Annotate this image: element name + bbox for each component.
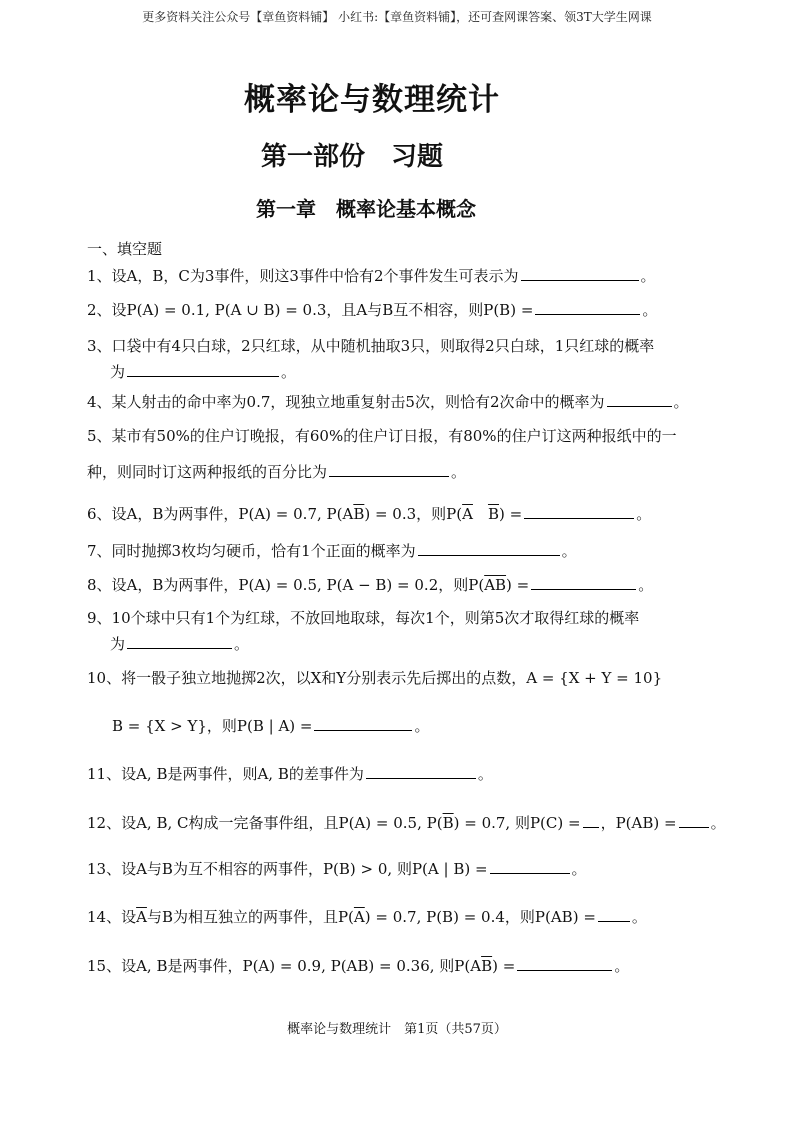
question-10-cont — [112, 714, 430, 736]
question-text: 3、口袋中有4只白球，2只红球，从中随机抽取3只，则取得2只白球，1只红球的概率 — [87, 337, 655, 355]
question-text: 1、设A，B，C为3事件，则这3事件中恰有2个事件发生可表示为 — [87, 267, 519, 285]
answer-blank — [607, 390, 672, 407]
page-header: 更多资料关注公众号【章鱼资料铺】 小红书:【章鱼资料铺】，还可查网课答案、领3T大学生网课 — [142, 10, 652, 24]
question-text: 2、设P(A) = 0.1, P(A ∪ B) = 0.3，且A与B互不相容，则P(B) = — [87, 301, 534, 319]
question-14 — [87, 905, 647, 927]
answer-blank — [418, 539, 560, 556]
answer-blank — [583, 811, 599, 828]
question-text: 6、设A，B为两事件，P(A) = 0.7, P(A — [87, 505, 354, 523]
question-text: 11、设A, B是两事件，则A, B的差事件为 — [87, 765, 364, 783]
question-text: 14、设 — [87, 908, 137, 926]
question-text: 15、设A, B是两事件，P(A) = 0.9, P(AB) = 0.36, 则P(A — [87, 957, 482, 975]
question-text: 7、同时抛掷3枚均匀硬币，恰有1个正面的概率为 — [87, 542, 416, 560]
question-text: 为 — [110, 635, 126, 653]
chapter-title: 第一章 概率论基本概念 — [256, 197, 476, 221]
period: 。 — [642, 301, 658, 319]
answer-blank — [366, 762, 476, 779]
answer-blank — [679, 811, 709, 828]
period: 。 — [636, 505, 652, 523]
question-text: 为 — [110, 363, 126, 381]
page-footer: 概率论与数理统计 第1页（共57页） — [287, 1022, 507, 1037]
answer-blank — [531, 573, 636, 590]
question-15 — [87, 954, 629, 976]
question-text: B = {X > Y}，则P(B | A) = — [112, 717, 313, 735]
question-3 — [87, 336, 654, 356]
question-text: 12、设A, B, C构成一完备事件组，且P(A) = 0.5, P( — [87, 814, 443, 832]
question-text: ) = — [492, 957, 516, 975]
question-text: 13、设A与B为互不相容的两事件，P(B) > 0, 则P(A | B) = — [87, 860, 488, 878]
period: 。 — [673, 393, 689, 411]
complement-symbol: $\overline{B}$ — [481, 957, 493, 975]
question-text: ，P(AB) = — [600, 814, 677, 832]
complement-symbol: $\overline{B}$ — [442, 814, 454, 832]
question-11 — [87, 762, 493, 784]
question-6 — [87, 502, 651, 524]
book-title: 概率论与数理统计 — [244, 82, 500, 118]
question-10 — [87, 668, 662, 688]
period: 。 — [477, 765, 493, 783]
complement-symbol: $\overline{A}$ — [136, 908, 147, 926]
question-7 — [87, 539, 577, 561]
period: 。 — [451, 463, 467, 481]
answer-blank — [521, 264, 639, 281]
question-8 — [87, 573, 653, 595]
complement-symbol: $\overline{B}$ — [353, 505, 365, 523]
question-13 — [87, 857, 587, 879]
answer-blank — [598, 905, 630, 922]
answer-blank — [329, 460, 449, 477]
question-text: ) = — [506, 576, 530, 594]
question-text: 5、某市有50%的住户订晚报，有60%的住户订日报，有80%的住户订这两种报纸中的一 — [87, 427, 677, 445]
answer-blank — [127, 360, 279, 377]
complement-symbol: $\overline{A}$ — [353, 908, 365, 926]
part-title: 第一部份 习题 — [260, 142, 443, 172]
question-1 — [87, 264, 656, 286]
complement-symbol: $\overline{A}$ — [462, 505, 473, 523]
answer-blank — [490, 857, 570, 874]
answer-blank — [535, 298, 640, 315]
question-text: 9、10个球中只有1个为红球，不放回地取球，每次1个，则第5次才取得红球的概率 — [87, 609, 640, 627]
spacer — [473, 505, 488, 523]
question-5 — [87, 426, 677, 446]
question-text: ) = 0.3，则P( — [364, 505, 463, 523]
period: 。 — [571, 860, 587, 878]
period: 。 — [281, 363, 297, 381]
period: 。 — [631, 908, 647, 926]
question-text: ) = 0.7, P(B) = 0.4，则P(AB) = — [364, 908, 596, 926]
complement-symbol: $\overline{B}$ — [487, 505, 499, 523]
answer-blank — [517, 954, 612, 971]
question-text: 种，则同时订这两种报纸的百分比为 — [87, 463, 328, 481]
complement-symbol: $\overline{AB}$ — [484, 576, 507, 594]
question-5-cont — [87, 460, 466, 482]
question-9 — [87, 608, 639, 628]
section-heading: 一、填空题 — [87, 240, 163, 258]
question-9-cont — [110, 632, 249, 654]
answer-blank — [524, 502, 634, 519]
answer-blank — [314, 714, 412, 731]
question-text: 8、设A，B为两事件，P(A) = 0.5, P(A − B) = 0.2，则P( — [87, 576, 485, 594]
period: 。 — [710, 814, 726, 832]
period: 。 — [561, 542, 577, 560]
question-text: 10、将一骰子独立地抛掷2次，以X和Y分别表示先后掷出的点数，A = {X + Y = 10} — [87, 669, 663, 687]
question-text: 与B为相互独立的两事件，且P( — [146, 908, 354, 926]
question-text: ) = — [499, 505, 523, 523]
question-12 — [87, 811, 726, 833]
question-4 — [87, 390, 689, 412]
period: 。 — [234, 635, 250, 653]
question-3-cont — [110, 360, 296, 382]
period: 。 — [414, 717, 430, 735]
question-text: 4、某人射击的命中率为0.7，现独立地重复射击5次，则恰有2次命中的概率为 — [87, 393, 605, 411]
question-2 — [87, 298, 657, 320]
answer-blank — [127, 632, 232, 649]
question-text: ) = 0.7, 则P(C) = — [453, 814, 581, 832]
period: 。 — [640, 267, 656, 285]
period: 。 — [614, 957, 630, 975]
period: 。 — [638, 576, 654, 594]
